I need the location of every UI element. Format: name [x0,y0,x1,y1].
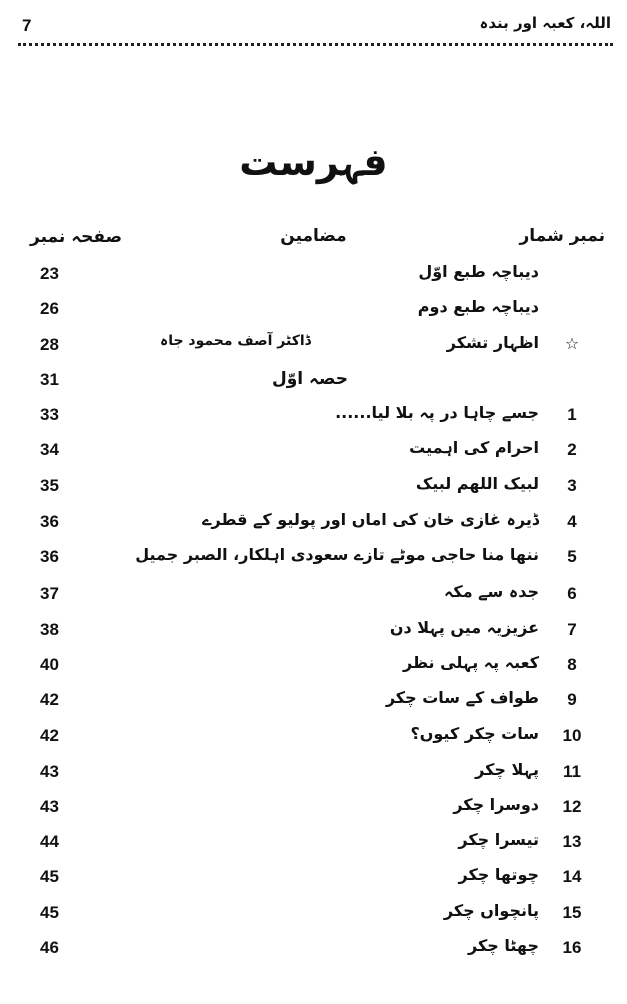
toc-page: 40 [40,655,59,674]
toc-row [0,832,627,860]
toc-page: 28 [40,335,59,354]
toc-title: جدہ سے مکہ [444,582,539,601]
toc-row [0,690,627,718]
toc-row [0,584,627,612]
header-page-number: 7 [22,16,32,35]
toc-row [0,867,627,895]
toc-title: احرام کی اہمیت [409,438,539,457]
toc-page: 45 [40,867,59,886]
toc-page: 42 [40,690,59,709]
toc-serial: 6 [567,584,577,603]
toc-row [0,938,627,966]
toc-author: ڈاکٹر آصف محمود جاہ [160,333,311,349]
toc-title: ڈیرہ غازی خان کی اماں اور پولیو کے قطرے [202,510,539,529]
toc-serial: 4 [567,512,577,531]
toc-page: 45 [40,903,59,922]
toc-page: 42 [40,726,59,745]
toc-serial: 3 [567,476,577,495]
toc-page: 43 [40,762,59,781]
toc-row [0,299,627,327]
toc-serial: 9 [567,690,577,709]
toc-serial: 1 [567,405,577,424]
toc-serial: 15 [562,903,582,922]
toc-serial: 10 [562,726,582,745]
toc-section-row [0,370,627,398]
toc-title: جسے چاہا در پہ بلا لیا...... [335,403,539,422]
toc-page: 37 [40,584,59,603]
toc-page: 34 [40,440,59,459]
header-book-title: اللہ، کعبہ اور بندہ [479,14,611,32]
toc-row [0,476,627,504]
toc-row [0,620,627,648]
toc-title: دیباچہ طبع اوّل [418,262,539,281]
toc-page: 26 [40,299,59,318]
toc-page: 46 [40,938,59,957]
toc-page: 44 [40,832,59,851]
toc-row [0,264,627,292]
toc-page: 43 [40,797,59,816]
toc-title: پانچواں چکر [443,901,539,920]
toc-title: لبیک اللھم لبیک [415,474,539,493]
toc-serial: 16 [562,938,582,957]
toc-row [0,903,627,931]
toc-title: عزیزیہ میں پہلا دن [389,618,539,637]
toc-row [0,440,627,468]
toc-serial: 7 [567,620,577,639]
toc-section-title: حصہ اوّل [271,369,349,389]
column-header-topics: مضامین [280,226,347,246]
toc-row [0,405,627,433]
column-header-serial: نمبر شمار [519,226,605,246]
toc-title: دوسرا چکر [453,795,539,814]
toc-title: پہلا چکر [475,760,539,779]
toc-serial: 2 [567,440,577,459]
toc-serial: 12 [562,797,582,816]
toc-serial: 13 [562,832,582,851]
toc-page: 36 [40,512,59,531]
toc-row [0,335,627,363]
toc-title: تیسرا چکر [458,830,539,849]
header-dotted-rule [18,43,613,46]
toc-serial: 5 [567,547,577,566]
toc-row [0,762,627,790]
toc-row [0,547,627,575]
toc-row [0,655,627,683]
toc-title: ننھا منا حاجی موٹے تازے سعودی اہلکار، الصبر جمیل [135,545,539,564]
toc-page: 31 [40,370,59,389]
toc-row [0,797,627,825]
toc-row [0,512,627,540]
toc-page: 38 [40,620,59,639]
toc-row [0,726,627,754]
star-icon: ☆ [564,334,580,353]
toc-serial: 11 [563,762,581,781]
column-header-page: صفحہ نمبر [30,227,123,247]
toc-title: طواف کے سات چکر [385,688,539,707]
page-title: فہرست [239,140,388,184]
toc-title: کعبہ پہ پہلی نظر [403,653,539,672]
toc-page: 36 [40,547,59,566]
toc-page: 35 [40,476,59,495]
toc-title: چوتھا چکر [458,865,539,884]
toc-title: دیباچہ طبع دوم [417,297,539,316]
toc-page: 33 [40,405,59,424]
toc-title: چھٹا چکر [468,936,539,955]
toc-serial: 8 [567,655,577,674]
toc-page: 23 [40,264,59,283]
toc-serial: 14 [562,867,582,886]
toc-title: اظہار تشکر [446,333,539,352]
toc-title: سات چکر کیوں؟ [410,724,539,743]
